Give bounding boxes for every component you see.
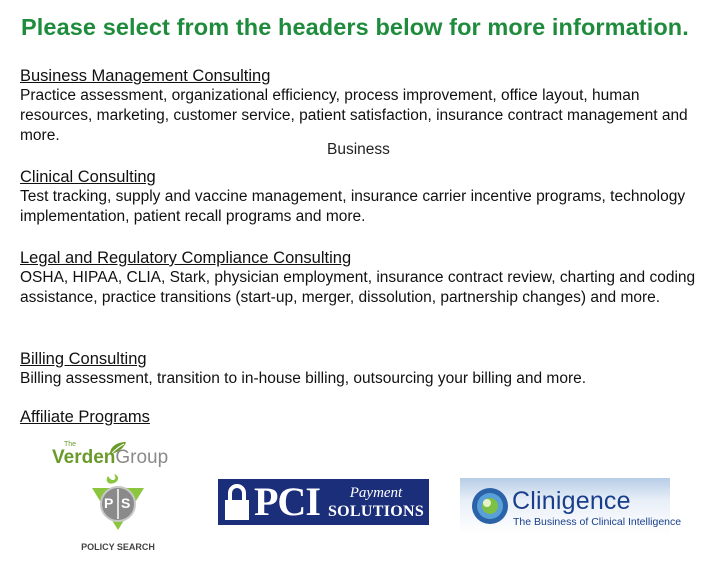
legal-regulatory-consulting-link[interactable]: Legal and Regulatory Compliance Consulting — [20, 249, 352, 267]
clinigence-orb-icon — [468, 484, 512, 528]
section-clinical — [20, 167, 712, 227]
page-title: Please select from the headers below for more information. — [21, 14, 689, 40]
clinical-description: Test tracking, supply and vaccine management, insurance carrier incentive programs, technology implementation, patient recall programs and more. — [20, 188, 686, 225]
policy-search-initial-s: S — [121, 495, 131, 511]
verden-the-label: The — [64, 441, 77, 448]
business-management-description: Practice assessment, organizational efficiency, process improvement, office layout, human resources, marketing, customer service, patient satisfaction, insurance contract management and more. — [20, 87, 688, 144]
verden-group-logo[interactable] — [52, 438, 182, 470]
legal-regulatory-description: OSHA, HIPAA, CLIA, Stark, physician employment, insurance contract review, charting and coding assistance, practice transitions (start-up, merger, dissolution, partnership changes) and more. — [20, 269, 696, 306]
padlock-icon — [222, 482, 252, 522]
clinigence-logo[interactable] — [460, 478, 682, 534]
clinigence-name: Clinigence — [512, 487, 631, 515]
section-business-management — [20, 66, 712, 146]
section-affiliates — [20, 407, 712, 427]
business-label: Business — [327, 141, 390, 158]
clinigence-tagline: The Business of Clinical Intelligence — [513, 516, 682, 528]
policy-search-caption: POLICY SEARCH — [81, 542, 155, 552]
section-billing — [20, 349, 712, 389]
billing-consulting-link[interactable]: Billing Consulting — [20, 350, 147, 368]
clinical-consulting-link[interactable]: Clinical Consulting — [20, 168, 156, 186]
billing-description: Billing assessment, transition to in-house billing, outsourcing your billing and more. — [20, 370, 587, 387]
verden-name-part-b: Group — [115, 447, 169, 468]
affiliate-programs-link[interactable]: Affiliate Programs — [20, 408, 150, 426]
verden-name-part-a: Verden — [52, 447, 116, 468]
pci-solutions-label: SOLUTIONS — [327, 503, 425, 520]
policy-search-logo[interactable] — [78, 474, 158, 556]
section-legal-regulatory — [20, 248, 712, 308]
pci-payment-label: Payment — [349, 485, 403, 501]
verden-name — [52, 447, 168, 469]
business-management-consulting-link[interactable]: Business Management Consulting — [20, 67, 271, 85]
pci-mark: PCI — [254, 479, 320, 524]
policy-search-initial-p: P — [104, 495, 114, 511]
policy-search-emblem-icon — [78, 474, 158, 538]
pci-payment-solutions-logo[interactable] — [218, 479, 429, 525]
